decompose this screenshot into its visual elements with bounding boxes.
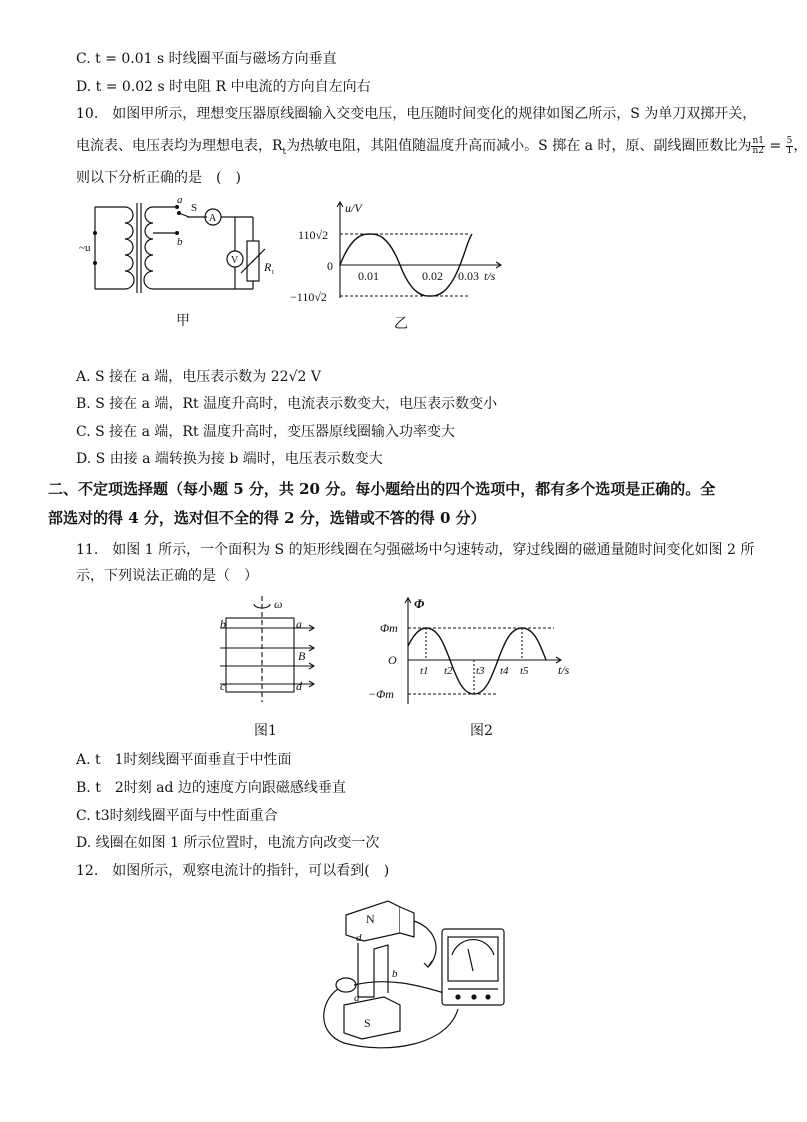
resistor-label: R	[264, 260, 272, 274]
coil-label-a: a	[354, 992, 360, 1004]
q10-text-a: 电流表、电压表均为理想电表，R	[76, 138, 283, 154]
q10-ratio-fraction	[751, 137, 765, 156]
corner-b: b	[220, 617, 226, 631]
q10-text-b: 为热敏电阻，其阻值随温度升高而减小。S 掷在 a 时，原、副线圈匝数比为	[286, 138, 752, 154]
fig2-ylabel: Φ	[414, 596, 425, 611]
q10-comma: ，	[793, 138, 807, 154]
pole-n-label: N	[366, 912, 375, 926]
q11-stem-line2: 示，下列说法正确的是（ ）	[76, 568, 258, 584]
q9-option-d: D. t = 0.02 s 时电阻 R 中电流的方向自左向右	[76, 79, 371, 95]
ammeter-symbol: A	[209, 213, 217, 224]
q11-stem-line1: 11. 如图 1 所示，一个面积为 S 的矩形线圈在匀强磁场中匀速转动，穿过线圈的磁通量随时间变化如图 2 所	[76, 542, 755, 558]
q10-option-d: D. S 由接 a 端转换为接 b 端时，电压表示数变大	[76, 451, 383, 467]
switch-s-label: S	[191, 202, 198, 214]
yi-ytick-top: 110√2	[298, 228, 329, 242]
pole-s-label: S	[364, 1016, 371, 1030]
fig2-ytick-bottom: −Φm	[368, 687, 394, 701]
q10-stem-line3: 则以下分析正确的是 ( )	[76, 170, 241, 186]
q11-option-b: B. t 2时刻 ad 边的速度方向跟磁感线垂直	[76, 780, 346, 796]
yi-xtick-0: 0.01	[358, 269, 379, 283]
section2-heading-line2: 部选对的得 4 分，选对但不全的得 2 分，选错或不答的得 0 分）	[48, 509, 486, 527]
q11-option-c: C. t3时刻线圈平面与中性面重合	[76, 808, 278, 824]
figure-yi-caption: 乙	[394, 316, 408, 332]
q10-stem-line1: 10. 如图甲所示，理想变压器原线圈输入交变电压，电压随时间变化的规律如图乙所示，S 为单刀双掷开关，	[76, 106, 757, 122]
yi-ytick-bottom: −110√2	[290, 290, 327, 304]
yi-xlabel: t/s	[484, 269, 496, 283]
yi-ytick-zero: 0	[327, 259, 333, 273]
fig2-xlabel: t/s	[558, 663, 570, 677]
figure2-caption: 图2	[470, 723, 493, 739]
switch-terminal-b: b	[177, 236, 183, 248]
omega-label: ω	[274, 597, 283, 611]
fig2-t2: t2	[444, 665, 453, 677]
q10-equals: =	[765, 138, 786, 154]
q10-option-b: B. S 接在 a 端，Rt 温度升高时，电流表示数变大，电压表示数变小	[76, 396, 498, 412]
figure1-caption: 图1	[254, 723, 277, 739]
fig2-t1: t1	[420, 665, 429, 677]
yi-xtick-1: 0.02	[422, 269, 443, 283]
frac-num: n1	[752, 135, 764, 146]
generator-galvanometer-figure	[318, 893, 518, 1053]
yi-xtick-2: 0.03	[458, 269, 479, 283]
corner-a: a	[296, 617, 302, 631]
q11-option-d: D. 线圈在如图 1 所示位置时，电流方向改变一次	[76, 835, 380, 851]
q10-option-a: A. S 接在 a 端，电压表示数为 22√2 V	[76, 369, 321, 385]
resistor-label-sub: t	[272, 268, 274, 276]
q11-option-a: A. t 1时刻线圈平面垂直于中性面	[76, 752, 292, 768]
section2-heading-line1: 二、不定项选择题（每小题 5 分，共 20 分。每小题给出的四个选项中，都有多个选项是正确的。全	[48, 480, 716, 498]
fig2-t3: t3	[476, 665, 485, 677]
coil-label-d: d	[356, 932, 362, 944]
coil-label-b: b	[392, 968, 398, 980]
circuit-diagram-jia	[75, 193, 290, 303]
fig2-ytick-zero: O	[388, 653, 397, 667]
switch-terminal-a: a	[177, 194, 183, 206]
q10-stem-line2	[76, 136, 807, 162]
q9-option-c: C. t = 0.01 s 时线圈平面与磁场方向垂直	[76, 51, 337, 67]
frac2-den: 1	[786, 145, 793, 156]
voltmeter-symbol: V	[231, 255, 239, 266]
corner-c: c	[220, 679, 226, 693]
q10-rt-sub: t	[282, 146, 287, 157]
flux-waveform-fig2	[368, 594, 588, 706]
q12-stem: 12. 如图所示，观察电流计的指针，可以看到( )	[76, 863, 390, 879]
voltage-waveform-yi	[290, 198, 515, 308]
coil-diagram-fig1	[212, 594, 322, 706]
field-b-label: B	[298, 649, 306, 663]
corner-d: d	[296, 679, 302, 693]
fig2-t4: t4	[500, 665, 509, 677]
q10-option-c: C. S 接在 a 端，Rt 温度升高时，变压器原线圈输入功率变大	[76, 424, 456, 440]
source-u-label: ~u	[79, 242, 91, 254]
frac2-num: 5	[786, 135, 793, 146]
yi-ylabel: u/V	[345, 201, 362, 215]
figure-jia-caption: 甲	[176, 313, 190, 329]
fig2-t5: t5	[520, 665, 529, 677]
frac-den: n2	[752, 145, 764, 156]
fig2-ytick-top: Φm	[380, 621, 398, 635]
